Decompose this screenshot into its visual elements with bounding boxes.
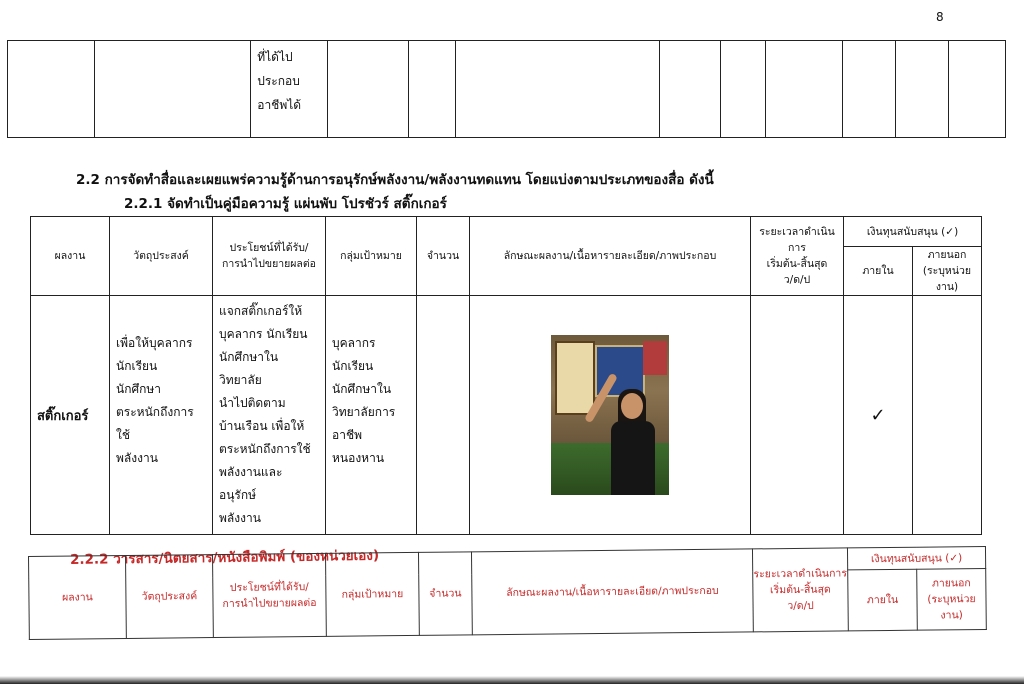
media-table-2-2-2	[28, 546, 987, 640]
benefit-line: ประกอบ	[257, 74, 300, 88]
header-benefit: ประโยชน์ที่ได้รับ/ การนำไปขยายผลต่อ	[213, 217, 326, 296]
internal-check-icon: ✓	[844, 296, 913, 535]
media-table-2-2-1	[30, 216, 982, 535]
details-cell	[470, 296, 751, 535]
header-details: ลักษณะผลงาน/เนื้อหารายละเอียด/ภาพประกอบ	[471, 549, 753, 635]
header-quantity: จำนวน	[418, 552, 472, 636]
header-details: ลักษณะผลงาน/เนื้อหารายละเอียด/ภาพประกอบ	[470, 217, 751, 296]
benefit-cell	[251, 41, 328, 138]
header-external: ภายนอก (ระบุหน่วยงาน)	[913, 247, 982, 296]
period-cell	[751, 296, 844, 535]
section-heading-2-2-1: 2.2.1 จัดทำเป็นคู่มือความรู้ แผ่นพับ โปรชัวร์ สติ๊กเกอร์	[124, 196, 447, 212]
objective-cell: เพื่อให้บุคลากร นักเรียน นักศึกษา ตระหนักถึงการใช้ พลังงาน	[110, 296, 213, 535]
continuation-table	[7, 40, 1006, 138]
benefit-line: อาชีพได้	[257, 98, 302, 112]
product-sticker: สติ๊กเกอร์	[31, 296, 110, 535]
quantity-cell	[417, 296, 470, 535]
header-benefit: ประโยชน์ที่ได้รับ/ การนำไปขยายผลต่อ	[212, 553, 326, 637]
sticker-photo	[551, 335, 669, 495]
header-objective: วัตถุประสงค์	[125, 555, 213, 639]
header-period: ระยะเวลาดำเนินการ เริ่มต้น-สิ้นสุด ว/ด/ป	[752, 548, 848, 632]
header-external: ภายนอก (ระบุหน่วยงาน)	[917, 568, 987, 630]
header-period: ระยะเวลาดำเนินการ เริ่มต้น-สิ้นสุด ว/ด/ป	[751, 217, 844, 296]
header-target: กลุ่มเป้าหมาย	[326, 217, 417, 296]
external-cell	[913, 296, 982, 535]
header-product: ผลงาน	[31, 217, 110, 296]
section-heading-2-2: 2.2 การจัดทำสื่อและเผยแพร่ความรู้ด้านการอนุรักษ์พลังงาน/พลังงานทดแทน โดยแบ่งตามประเภทของสื่อ ดังนี้	[76, 172, 714, 188]
header-internal: ภายใน	[848, 569, 918, 631]
header-quantity: จำนวน	[417, 217, 470, 296]
benefit-cell-221: แจกสติ๊กเกอร์ให้ บุคลากร นักเรียน นักศึกษาในวิทยาลัย นำไปติดตาม บ้านเรือน เพื่อให้ ตระหนักถึงการใช้ พลังงานและอนุรักษ์ พลังงาน	[213, 296, 326, 535]
target-cell: บุคลากร นักเรียน นักศึกษาใน วิทยาลัยการ อาชีพหนองหาน	[326, 296, 417, 535]
header-funding: เงินทุนสนับสนุน (✓)	[844, 217, 982, 247]
section-heading-2-2-2: 2.2.2 วารสาร/นิตยสาร/หนังสือพิมพ์ (ของหน่วยเอง)	[69, 547, 380, 568]
header-funding: เงินทุนสนับสนุน (✓)	[847, 546, 985, 569]
header-internal: ภายใน	[844, 247, 913, 296]
page-number: 8	[936, 10, 944, 24]
header-objective: วัตถุประสงค์	[110, 217, 213, 296]
header-target: กลุ่มเป้าหมาย	[325, 552, 419, 636]
scan-edge	[0, 676, 1024, 684]
benefit-line: ที่ได้ไป	[257, 50, 293, 64]
header-product: ผลงาน	[29, 555, 127, 639]
